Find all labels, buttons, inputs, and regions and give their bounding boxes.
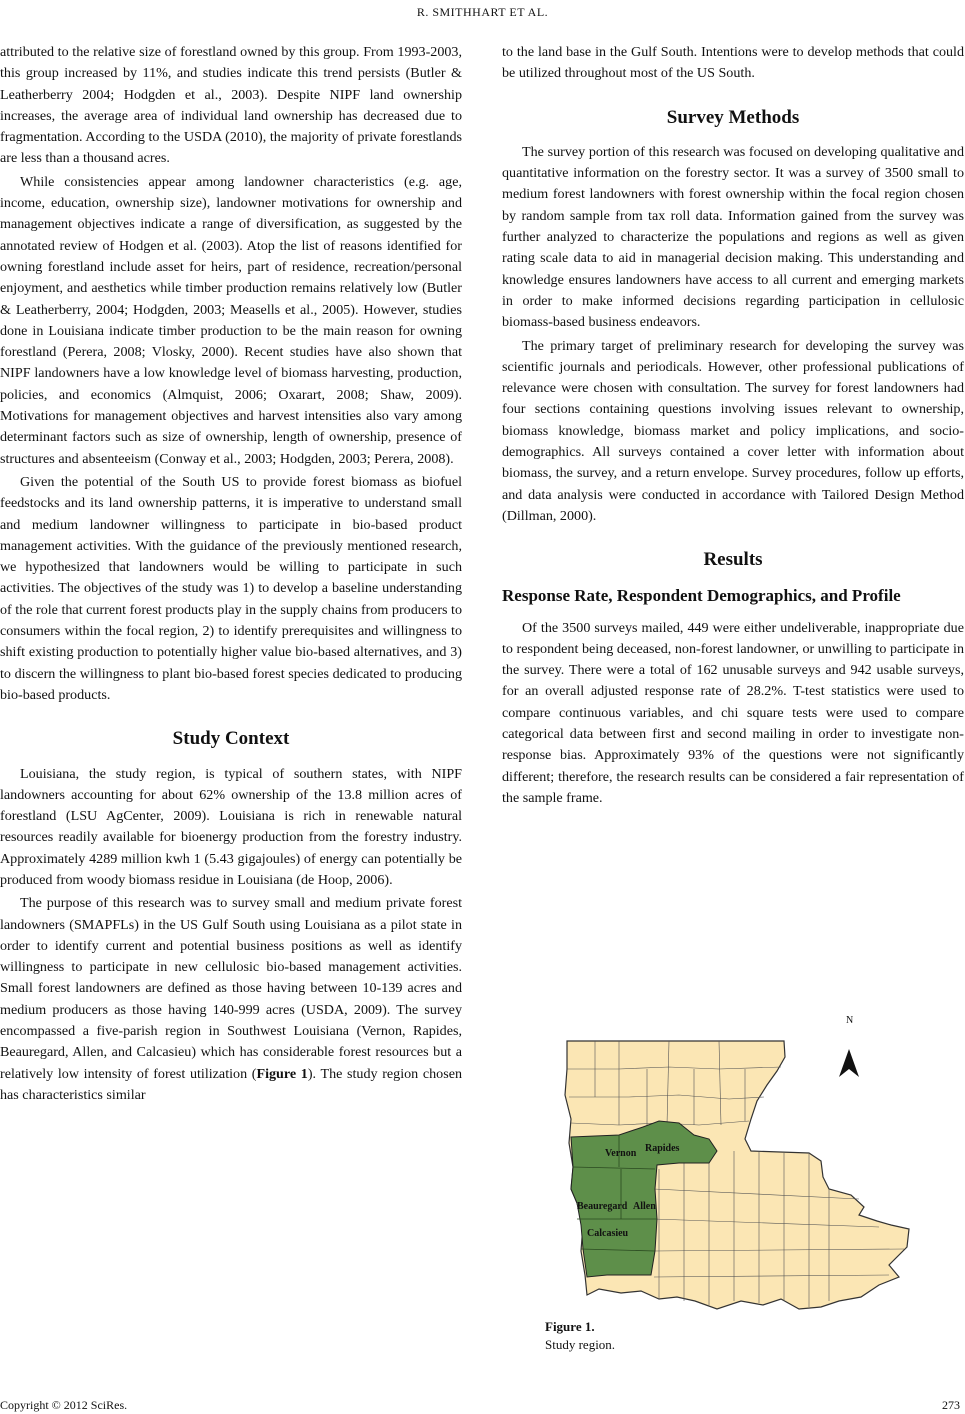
louisiana-study-region-map: [559, 1015, 919, 1319]
right-column: [502, 42, 964, 811]
figure-caption: [545, 1318, 615, 1354]
figure-caption-text: Study region.: [545, 1337, 616, 1352]
section-heading-results: Results: [703, 549, 763, 571]
paragraph: The survey portion of this research was focused on developing qualitative and quantitative information on the forestry sector. It was a survey of 3500 small to medium forest landowners with forest ownership within the focal region chosen by random sample from tax roll data. Information gained from the survey was further analyzed to characterize the populations and regions as well as given rating scale data to aid in managerial decision making. This understanding and knowledge ensures landowners have access to all current and emerging markets in order to make informed decisions regarding participation in cellulosic biomass-based business endeavors.: [502, 143, 964, 331]
paragraph-text: ). The study region chosen has characteristics similar: [0, 1065, 462, 1103]
paragraph: While consistencies appear among landowner characteristics (e.g. age, income, education, ownership size), landowner motivations for ownership and management objectives indicate a range of diversification, as suggested by the annotated review of Hodgen et al. (2003). Atop the list of reasons identified for owning forestland include asset for heirs, part of residence, recreation/personal enjoyment, and aesthetics while timber production remains relatively low (Butler & Leatherberry, 2004; Hodgden, 2003; Measells et al., 2005). However, studies done in Louisiana indicate timber production to be the main reason for owning forestland (Perera, 2008; Vlosky, 2000). Recent studies have also shown that NIPF landowners have a low knowledge level of biomass harvesting, production, policies, and economics (Almquist, 2006; Oxarart, 2008; Shaw, 2009). Motivations for management objectives and harvest intensities also vary among determinant factors such as size of ownership, length of ownership, presence of structures and absenteeism (Conway et al., 2003; Hodgden, 2003; Perera, 2008).: [0, 173, 462, 467]
paragraph: Of the 3500 surveys mailed, 449 were either undeliverable, inappropriate due to respondent being deceased, non-forest landowner, or unwilling to participate in the survey. There were a total of 162 unusable surveys and 942 usable surveys, for an overall adjusted response rate of 28.2%. T-test statistics were used to compare continuous variables, and chi square tests were used to compare categorical data between first and second mailing in order to investigate non-response bias. Approximately 93% of the questions were not significantly different; therefore, the research results can be considered a fair representation of the sample frame.: [502, 619, 964, 806]
figure-caption-label: Figure 1.: [545, 1319, 595, 1334]
paragraph: [0, 893, 462, 1106]
paragraph: The primary target of preliminary research for developing the survey was scientific journals and periodicals. However, other professional publications of relevance were chosen with consultation. The survey for forest landowners had four sections containing questions involving issues relevant to ownership, biomass knowledge, biomass market and policy implications, and socio-demographics. All surveys contained a cover letter with information about biomass, the survey, and a return envelope. Survey procedures, follow up efforts, and data analysis were conducted in accordance with Tailored Design Method (Dillman, 2000).: [502, 337, 964, 524]
paragraph: Given the potential of the South US to provide forest biomass as biofuel feedstocks and its land ownership patterns, it is imperative to understand small and medium landowner willingness to participate in bio-based product management activities. With the guidance of the previously mentioned research, we hypothesized that landowners would be willing to participate in such activities. The objectives of the study was 1) to develop a baseline understanding of the role that current forest products play in the supply chains from producers to consumers within the focal region, 2) to identify prerequisites and willingness to shift existing production to potentially higher value bio-based alternatives, and 3) to discern the willingness to plant bio-based forest species dedicated to producing bio-based products.: [0, 473, 462, 703]
copyright-notice: Copyright © 2012 SciRes.: [0, 1398, 128, 1412]
left-column: [0, 42, 462, 1108]
figure-reference-link[interactable]: Figure 1: [256, 1065, 308, 1082]
paragraph: attributed to the relative size of forestland owned by this group. From 1993-2003, this group increased by 11%, and studies indicate this trend persists (Butler & Leatherberry 2004; Hodgden et al., 2003). Despite NIPF land ownership increases, the average area of individual land ownership has decreased due to fragmentation. According to the USDA (2010), the majority of private forestlands are less than a thousand acres.: [0, 44, 462, 167]
paragraph-text: The purpose of this research was to survey small and medium private forest landowners (SMAPFLs) in the US Gulf South using Louisiana as a pilot state in order to identify current and potential business positions as well as identify willingness to participate in new cellulosic bio-based management activities. Small forest landowners are defined as those having between 10-139 acres and medium producers as those having 140-999 acres (USDA, 2009). The survey encompassed a five-parish region in Southwest Louisiana (Vernon, Rapides, Beauregard, Allen, and Calcasieu) which has considerable forest resources but a relatively low intensity of forest utilization (: [0, 895, 462, 1082]
page-number: 273: [942, 1398, 960, 1412]
section-heading-survey-methods: Survey Methods: [666, 106, 800, 128]
north-label: N: [846, 1015, 854, 1026]
parish-label-vernon: Vernon: [605, 1148, 637, 1159]
paragraph: to the land base in the Gulf South. Intentions were to develop methods that could be utilized throughout most of the US South.: [502, 44, 964, 82]
subsection-heading-response: Response Rate, Respondent Demographics, and Profile: [502, 585, 901, 605]
section-heading-study-context: Study Context: [172, 728, 290, 750]
paragraph: Louisiana, the study region, is typical of southern states, with NIPF landowners accounting for about 62% ownership of the 13.8 million acres of forestland (LSU AgCenter, 2009). Louisiana is rich in renewable natural resources readily available for bioenergy production from the forestry industry. Approximately 4289 million kwh 1 (5.43 gigajoules) of energy can potentially be produced from woody biomass residue in Louisiana (de Hoop, 2006).: [0, 765, 462, 888]
north-arrow-icon: [839, 1049, 859, 1077]
parish-label-calcasieu: Calcasieu: [587, 1228, 629, 1239]
running-head: R. SMITHHART ET AL.: [416, 5, 549, 19]
parish-label-beauregard: Beauregard: [577, 1201, 628, 1212]
parish-label-allen: Allen: [633, 1201, 656, 1212]
parish-label-rapides: Rapides: [645, 1143, 680, 1154]
